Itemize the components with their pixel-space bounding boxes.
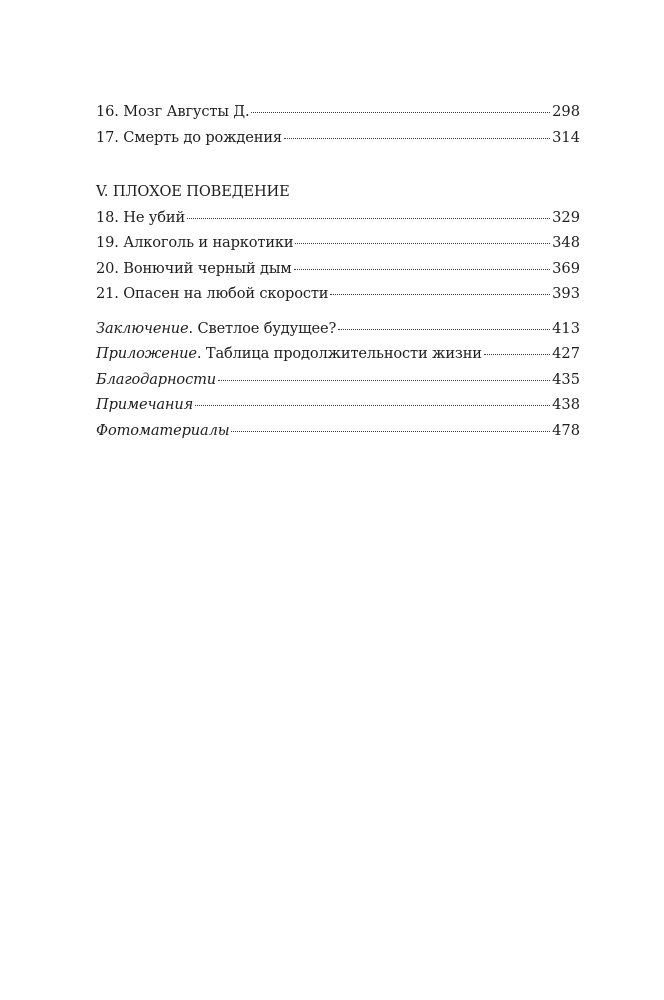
toc-entry-label: 21. Опасен на любой скорости xyxy=(96,285,329,302)
toc-entry-16 xyxy=(96,99,580,125)
toc-entry-label-italic: Примечания xyxy=(96,396,194,413)
dot-leader xyxy=(330,294,550,295)
dot-leader xyxy=(251,112,550,113)
toc-entry-label xyxy=(96,418,229,444)
dot-leader xyxy=(295,243,550,244)
part-title: V. ПЛОХОЕ ПОВЕДЕНИЕ xyxy=(96,183,290,200)
toc-page-number: 298 xyxy=(552,103,580,120)
toc-entry-label: 19. Алкоголь и наркотики xyxy=(96,234,294,251)
toc-page-number: 348 xyxy=(552,234,580,251)
toc-page-number: 427 xyxy=(552,345,580,362)
toc-entry-label-italic: Фотоматериалы xyxy=(96,421,230,439)
toc-entry-label-italic: Благодарности xyxy=(96,370,217,388)
dot-leader xyxy=(338,329,550,330)
toc-entry-label-rest: . Светлое будущее? xyxy=(188,319,337,337)
toc-entry-label: 18. Не убий xyxy=(96,208,186,226)
toc-entry-label: 20. Вонючий черный дым xyxy=(96,259,292,277)
table-of-contents xyxy=(96,99,580,443)
toc-page-number: 314 xyxy=(552,128,580,146)
toc-page-number: 438 xyxy=(552,396,580,413)
toc-page-number: 478 xyxy=(552,421,580,439)
toc-entry-acknowledgements xyxy=(96,367,580,393)
toc-entry-notes xyxy=(96,392,580,418)
toc-entry-18 xyxy=(96,205,580,231)
toc-entry-photos xyxy=(96,418,580,444)
dot-leader xyxy=(218,380,550,381)
toc-entry-label xyxy=(96,392,193,418)
dot-leader xyxy=(484,354,550,355)
toc-page-number: 393 xyxy=(552,285,580,302)
dot-leader xyxy=(231,431,550,432)
toc-entry-label-rest: . Таблица продолжительности жизни xyxy=(196,345,482,362)
toc-entry-label-italic: Заключение xyxy=(96,319,189,337)
toc-entry-label: 17. Смерть до рождения xyxy=(96,128,282,146)
toc-entry-conclusion xyxy=(96,316,580,342)
toc-page-number: 413 xyxy=(552,319,580,337)
spacer xyxy=(96,150,580,179)
toc-entry-17 xyxy=(96,125,580,151)
toc-entry-label xyxy=(96,316,336,342)
toc-page-number: 435 xyxy=(552,370,580,388)
dot-leader xyxy=(284,138,550,139)
toc-page-number: 369 xyxy=(552,259,580,277)
toc-page-number: 329 xyxy=(552,208,580,226)
toc-entry-20 xyxy=(96,256,580,282)
dot-leader xyxy=(187,218,550,219)
toc-entry-label xyxy=(96,341,482,367)
dot-leader xyxy=(294,269,551,270)
spacer xyxy=(96,307,580,316)
toc-entry-label-italic: Приложение xyxy=(96,345,197,362)
toc-entry-label xyxy=(96,367,216,393)
dot-leader xyxy=(195,405,550,406)
toc-entry-appendix xyxy=(96,341,580,367)
toc-entry-19 xyxy=(96,230,580,256)
toc-entry-label: 16. Мозг Августы Д. xyxy=(96,103,250,120)
toc-entry-21 xyxy=(96,281,580,307)
